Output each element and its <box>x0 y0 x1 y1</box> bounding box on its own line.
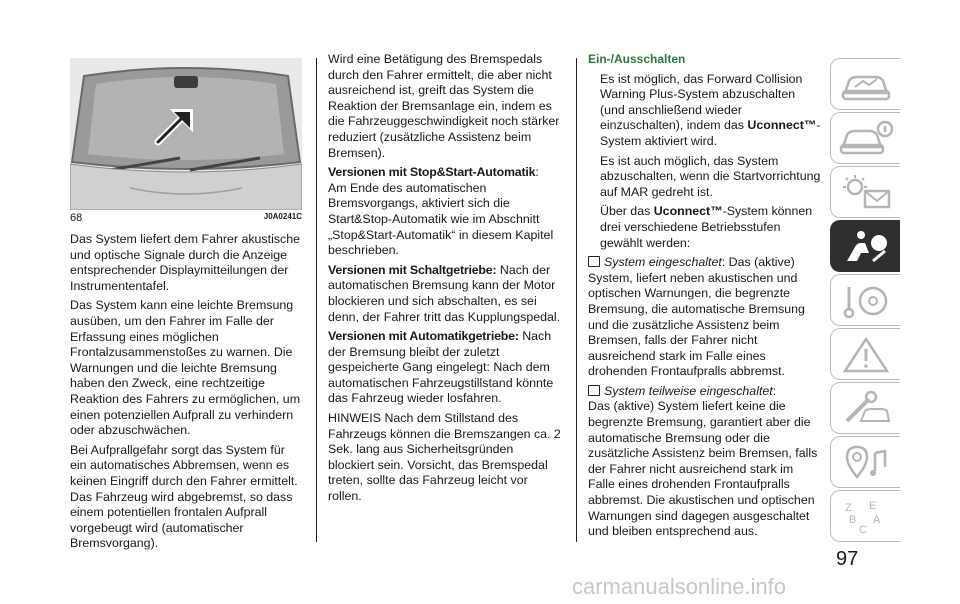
light-message-icon <box>839 173 893 213</box>
tab-emergency[interactable] <box>830 328 900 380</box>
figure-code: J0A0241C <box>263 212 302 221</box>
column-divider-2 <box>576 58 577 542</box>
bullet-1-label: System eingeschaltet <box>604 255 722 270</box>
col3-uconnect-2: Uconnect™ <box>653 204 723 219</box>
svg-text:C: C <box>859 524 867 536</box>
tab-starting-driving[interactable] <box>830 274 900 326</box>
watermark: carmanualsonline.info <box>572 574 787 599</box>
col2-heading-suffix: : <box>535 165 539 180</box>
col3-paragraph-1: Es ist möglich, das Forward Collision Warning Plus-System abzuschalten (und anschließend wieder einzuschalten), indem das <box>600 71 803 133</box>
col3-paragraph-4: Das (aktive) System liefert keine die begrenzte Bremsung, garantiert aber die automatische Bremsung oder die zusätzliche Assistenz beim Bremsen, falls der Fahrer nicht ausreichend stark im Falle eines drohenden Frontaufpralls abbremst. Die akustischen und optischen Warnungen sind dagegen ausgeschaltet und bleiben entsprechend aus. <box>588 399 818 539</box>
warning-triangle-icon <box>839 335 893 375</box>
col3-paragraph-2: Es ist auch möglich, das System abzuschalten, wenn die Startvorrichtung auf MAR gedreht ist. <box>600 153 821 199</box>
bullet-icon <box>588 256 600 267</box>
col3-paragraph-3: Über das <box>600 204 654 219</box>
col2-paragraph-4: Nach der Bremsung bleibt der zuletzt gespeicherte Gang eingelegt: Nach dem automatischen Fahrzeugstillstand könnte das Fahrzeug wieder losfahren. <box>328 329 554 406</box>
page-number: 97 <box>836 548 859 570</box>
bullet-2-suffix: : <box>772 383 777 398</box>
column-divider-1 <box>316 58 317 542</box>
alphabet-index-icon <box>839 497 893 537</box>
col2-heading-stopstart: Versionen mit Stop&Start-Automatik <box>328 165 536 180</box>
bullet-1-text: : Das (aktive) System, liefert neben akustischen und optischen Warnungen, die begrenzte Bremsung, die automatische Bremsung und die zusätzliche Assistenz beim Bremsen, falls der Fahrer nicht ausreichend stark im Falle eines drohenden Frontaufpralls abbremst. <box>588 255 805 379</box>
steering-wheel-icon <box>839 281 893 321</box>
windshield-illustration <box>70 58 302 210</box>
svg-text:A: A <box>873 514 881 526</box>
tab-safety[interactable] <box>830 220 900 272</box>
col3-uconnect-1: Uconnect™ <box>747 118 817 133</box>
col2-paragraph-1: Wird eine Betätigung des Bremspedals durch den Fahrer ermittelt, die aber nicht ausreichend ist, greift das System die Reaktion der Bremsanlage ein, indem es die Fahrzeuggeschwindigkeit noch stärker reduziert (zusätzliche Assistenz beim Bremsen). <box>328 52 560 160</box>
figure-caption <box>70 212 302 226</box>
col2-note: HINWEIS Nach dem Stillstand des Fahrzeugs können die Bremszangen ca. 2 Sek. lang aus Sicherheitsgründen blockiert sein. Vorsicht, das Bremspedal treten, sollte das Fahrzeug leicht vor rollen. <box>328 411 561 504</box>
airbag-safety-icon <box>839 227 893 267</box>
tab-index[interactable] <box>830 490 900 542</box>
col3-paragraph-3-end: -System können drei verschiedene Betriebsstufen gewählt werden: <box>600 204 813 250</box>
wrench-car-icon <box>839 389 893 429</box>
column-1 <box>70 232 302 556</box>
col1-paragraph-1: Das System liefert dem Fahrer akustische und optische Signale durch die Anzeige entsprechender Displaymitteilungen der Instrumententafel. <box>70 232 300 293</box>
car-dashboard-icon <box>839 65 893 105</box>
col2-heading-manual: Versionen mit Schaltgetriebe: <box>328 262 497 277</box>
col2-paragraph-3: Nach der automatischen Bremsung kann der Motor blockieren und sich abschalten, es sei denn, der Fahrer tritt das Kupplungspedal. <box>328 262 561 324</box>
section-title: Ein-/Ausschalten <box>588 52 686 66</box>
col2-heading-automatic: Versionen mit Automatikgetriebe: <box>328 329 519 344</box>
tab-vehicle-overview[interactable] <box>830 58 900 110</box>
svg-text:B: B <box>849 514 857 526</box>
tab-lights-messages[interactable] <box>830 166 900 218</box>
figure-number: 68 <box>70 212 83 224</box>
col3-paragraph-1-end: -System aktiviert wird. <box>600 118 821 148</box>
tab-maintenance[interactable] <box>830 382 900 434</box>
column-3 <box>588 52 822 544</box>
tab-multimedia[interactable] <box>830 436 900 488</box>
col2-paragraph-2: Am Ende des automatischen Bremsvorgangs, aktiviert sich die Start&Stop-Automatik wie im Abschnitt „Stop&Start-Automatik“ in diesem Kapitel beschrieben. <box>328 180 554 258</box>
tab-vehicle-info[interactable] <box>830 112 900 164</box>
col1-paragraph-3: Bei Aufprallgefahr sorgt das System für ein automatisches Abbremsen, wenn es keinen Eingriff durch den Fahrer ermittelt. Das Fahrzeug wird abgebremst, so dass einem potentiellen frontalen Aufprall vorgebeugt wird (automatischer Bremsvorgang). <box>70 442 298 551</box>
column-2 <box>328 52 562 509</box>
figure-windshield <box>70 58 302 210</box>
col1-paragraph-2: Das System kann eine leichte Bremsung ausüben, um den Fahrer im Falle der Erfassung eines möglichen Frontalzusammenstoßes zu warnen. Die Warnungen und die leichte Bremsung haben den Zweck, eine rechtzeitige Reaktion des Fahrers zu ermöglichen, um einen potenziellen Aufprall zu verhindern oder abzuschwächen. <box>70 298 301 438</box>
car-info-icon <box>839 119 893 159</box>
bullet-2-label: System teilweise eingeschaltet <box>604 383 773 398</box>
bullet-icon <box>588 385 600 396</box>
svg-text:E: E <box>869 500 877 512</box>
multimedia-icon <box>839 443 893 483</box>
svg-text:Z: Z <box>845 502 852 514</box>
